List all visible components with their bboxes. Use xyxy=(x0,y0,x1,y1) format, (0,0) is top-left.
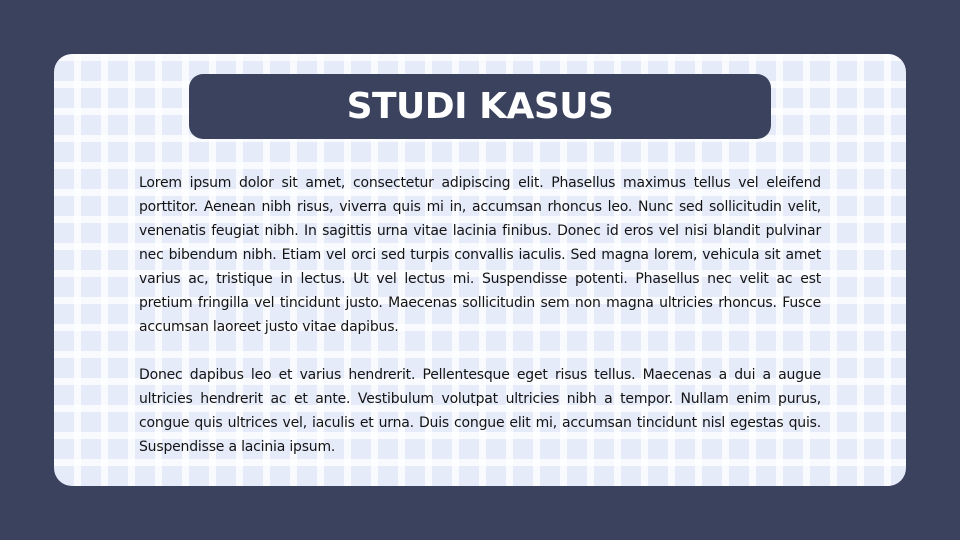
slide-title: STUDI KASUS xyxy=(346,86,614,127)
paragraph-1: Lorem ipsum dolor sit amet, consectetur adipiscing elit. Phasellus maximus tellus vel eleifend porttitor. Aenean nibh risus, viverra quis mi in, accumsan rhoncus leo. Nunc sed sollicitudin velit, venenatis feugiat nibh. In sagittis urna vitae lacinia finibus. Donec id eros vel nisi blandit pulvinar nec bibendum nibh. Etiam vel orci sed turpis convallis iaculis. Sed magna lorem, vehicula sit amet varius ac, tristique in lectus. Ut vel lectus mi. Suspendisse potenti. Phasellus nec velit ac est pretium fringilla vel tincidunt justo. Maecenas sollicitudin sem non magna ultricies rhoncus. Fusce accumsan laoreet justo vitae dapibus. xyxy=(139,175,821,335)
paragraph-2: Donec dapibus leo et varius hendrerit. Pellentesque eget risus tellus. Maecenas a dui a augue ultricies hendrerit ac et ante. Vestibulum volutpat ultricies nibh a tempor. Nullam enim purus, congue quis ultrices vel, iaculis et urna. Duis congue elit mi, accumsan tincidunt nisl egestas quis. Suspendisse a lacinia ipsum. xyxy=(139,367,821,455)
title-banner xyxy=(189,74,771,139)
body-text xyxy=(139,171,821,483)
content-card xyxy=(54,54,906,486)
